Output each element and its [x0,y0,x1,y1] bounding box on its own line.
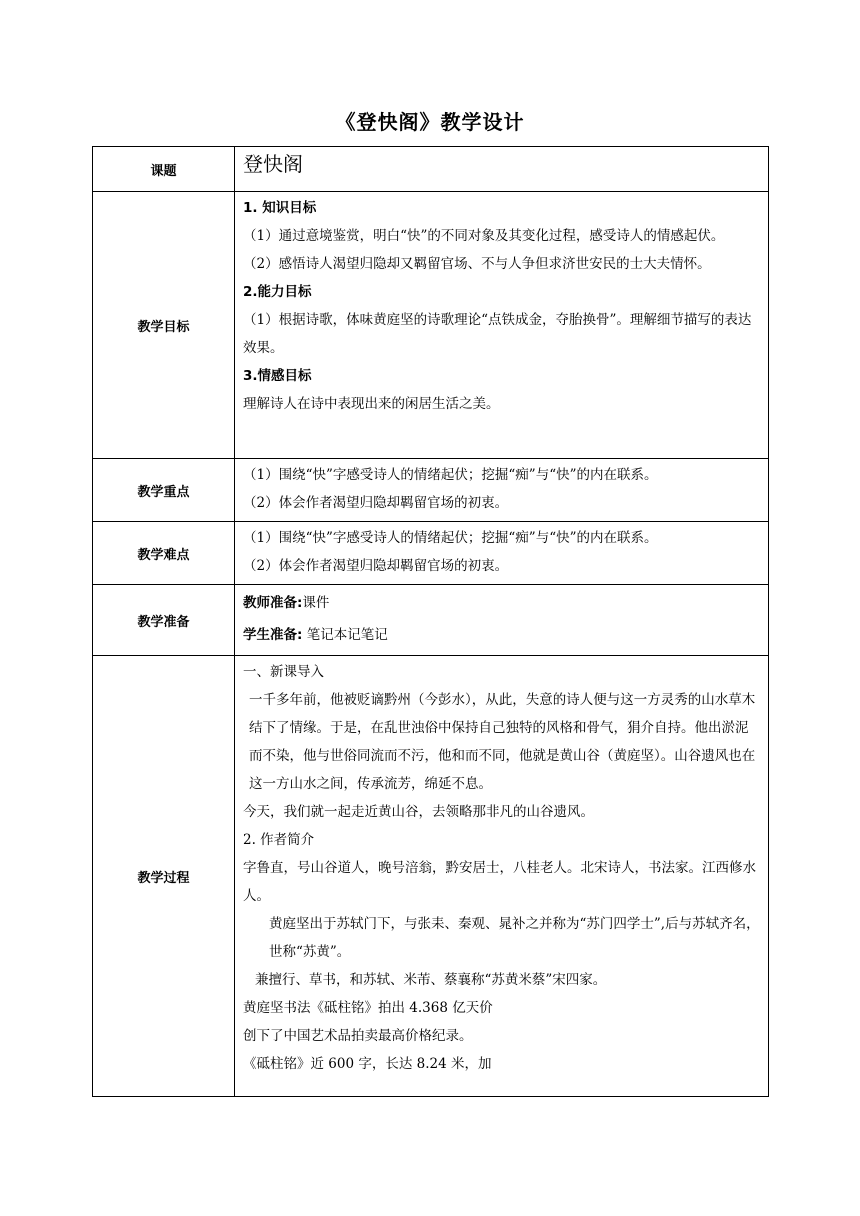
record-paragraph: 创下了中国艺术品拍卖最高价格纪录。 [243,1028,473,1044]
process-section-1: 一、新课导入 [243,664,324,680]
topic-row [93,147,769,192]
key-points-row [93,459,769,522]
emotion-heading: 3.情感目标 [243,368,312,384]
ability-heading: 2.能力目标 [243,284,312,300]
key-point-2: （2）体会作者渴望归隐却羁留官场的初衷。 [243,495,509,511]
knowledge-item-1: （1）通过意境鉴赏，明白“快”的不同对象及其变化过程，感受诗人的情感起伏。 [243,228,725,244]
today-paragraph: 今天，我们就一起走近黄山谷，去领略那非凡的山谷遗风。 [243,804,594,820]
difficulty-2: （2）体会作者渴望归隐却羁留官场的初衷。 [243,558,509,574]
teacher-preparation [243,587,760,619]
emotion-item-1: 理解诗人在诗中表现出来的闲居生活之美。 [243,396,500,412]
preparation-cell [235,585,769,656]
process-row [93,656,769,1097]
objectives-label: 教学目标 [93,192,235,459]
difficulties-label: 教学难点 [93,522,235,585]
lesson-plan-table [92,146,769,1097]
student-prep-value: 笔记本记笔记 [306,627,388,643]
teacher-prep-label: 教师准备: [243,595,303,611]
document-title: 《登快阁》教学设计 [335,110,525,134]
student-prep-label: 学生准备: [243,627,303,643]
topic-value: 登快阁 [243,152,303,176]
teacher-prep-value: 课件 [302,595,330,611]
key-points-label: 教学重点 [93,459,235,522]
objectives-cell [235,192,769,459]
student-preparation [243,619,760,651]
key-points-cell [235,459,769,522]
process-cell [235,656,769,1097]
topic-cell [235,147,769,192]
topic-label: 课题 [93,147,235,192]
knowledge-item-2: （2）感悟诗人渴望归隐却又羁留官场、不与人争但求济世安民的士大夫情怀。 [243,256,711,272]
author-paragraph: 字鲁直，号山谷道人，晚号涪翁，黔安居士，八桂老人。北宋诗人，书法家。江西修水人。 [243,860,756,904]
su-paragraph: 黄庭坚出于苏轼门下，与张耒、秦观、晁补之并称为“苏门四学士”,后与苏轼齐名，世称“苏黄”。 [269,916,760,960]
difficulties-row [93,522,769,585]
preparation-label: 教学准备 [93,585,235,656]
process-label: 教学过程 [93,656,235,1097]
difficulty-1: （1）围绕“快”字感受诗人的情绪起伏；挖掘“痴”与“快”的内在联系。 [243,530,658,546]
intro-paragraph: 一千多年前，他被贬谪黔州（今彭水），从此，失意的诗人便与这一方灵秀的山水草木结下了情缘。于是，在乱世浊俗中保持自己独特的风格和骨气，狷介自持。他出淤泥而不染，他与世俗同流而不污，他和而不同，他就是黄山谷（黄庭坚）。山谷遗风也在这一方山水之间，传承流芳，绵延不息。 [249,692,756,792]
dizhu-paragraph: 《砥柱铭》近 600 字，长达 8.24 米，加 [243,1056,492,1072]
key-point-1: （1）围绕“快”字感受诗人的情绪起伏；挖掘“痴”与“快”的内在联系。 [243,467,658,483]
preparation-row [93,585,769,656]
calligraphy-paragraph: 兼擅行、草书，和苏轼、米芾、蔡襄称“苏黄米蔡”宋四家。 [255,972,607,988]
process-section-2: 2. 作者简介 [243,832,315,848]
auction-paragraph: 黄庭坚书法《砥柱铭》拍出 4.368 亿天价 [243,1000,493,1016]
difficulties-cell [235,522,769,585]
knowledge-heading: 1. 知识目标 [243,200,317,216]
objectives-row [93,192,769,459]
ability-item-1: （1）根据诗歌，体味黄庭坚的诗歌理论“点铁成金，夺胎换骨”。理解细节描写的表达效果。 [243,312,752,356]
